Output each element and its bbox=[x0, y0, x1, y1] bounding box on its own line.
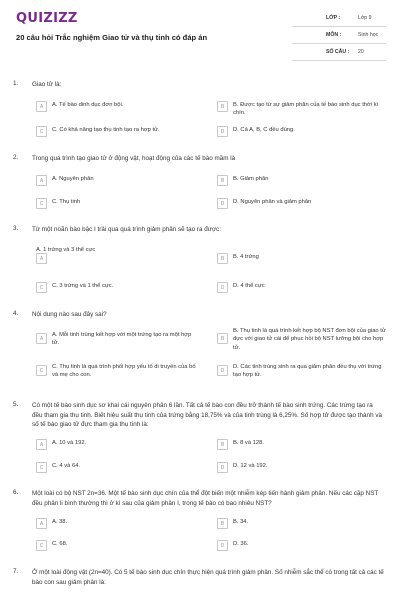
meta-label: MÔN : bbox=[326, 32, 342, 38]
option-c[interactable] bbox=[36, 363, 196, 383]
option-letter-box[interactable]: C bbox=[36, 126, 47, 137]
option-letter-box[interactable]: A bbox=[36, 101, 47, 112]
option-a[interactable] bbox=[36, 518, 196, 535]
meta-row-subject bbox=[292, 29, 386, 44]
option-text: D. Nguyên phân và giảm phân bbox=[233, 199, 312, 205]
question-number: 4. bbox=[13, 310, 19, 317]
option-text: A. 10 và 192. bbox=[52, 440, 87, 446]
option-c[interactable] bbox=[36, 126, 196, 143]
option-letter-box[interactable]: B bbox=[217, 518, 228, 529]
meta-value: 20 bbox=[358, 49, 364, 55]
option-d[interactable] bbox=[217, 363, 387, 383]
question-text: Từ một noãn bào bậc I trải qua quá trình giảm phân sẽ tạo ra được: bbox=[32, 226, 221, 233]
option-letter-box[interactable]: B bbox=[217, 175, 228, 186]
option-text: C. Thụ tinh là quá trình phối hợp yếu tố di truyền của bố và mẹ cho con. bbox=[52, 364, 196, 379]
option-d[interactable] bbox=[217, 198, 387, 215]
option-letter-box[interactable]: C bbox=[36, 462, 47, 473]
question-text: Một loài có bộ NST 2n=36. Một tế bào sinh dục chín của thể đột biến một nhiễm kép tiến hành giảm phân. Nếu các cặp NST đều phân li bình thường thì ở kì sau của giảm phân I, trong tế bào có bao nhiêu NST? bbox=[32, 490, 379, 507]
meta-label: LỚP : bbox=[326, 15, 341, 21]
option-text: D. 36. bbox=[233, 541, 249, 547]
option-text: C. 68. bbox=[52, 541, 68, 547]
option-c[interactable] bbox=[36, 462, 196, 479]
page-title: 20 câu hỏi Trắc nghiệm Giao tử và thụ tinh có đáp án bbox=[16, 33, 208, 42]
option-d[interactable] bbox=[217, 540, 387, 557]
worksheet-header bbox=[0, 0, 400, 68]
option-text: A. Nguyên phân bbox=[52, 176, 94, 182]
option-letter-box[interactable]: D bbox=[217, 540, 228, 551]
option-letter-box[interactable]: B bbox=[217, 333, 228, 344]
option-text: B. 8 và 128. bbox=[233, 440, 264, 446]
option-text: B. 4 trứng bbox=[233, 254, 259, 260]
question-text: Giao tử là: bbox=[32, 81, 62, 88]
option-letter-box[interactable]: A bbox=[36, 333, 47, 344]
option-letter-box[interactable]: D bbox=[217, 126, 228, 137]
option-text: C. Thụ tinh bbox=[52, 199, 81, 205]
option-text: A. Tế bào dinh dục đơn bội. bbox=[52, 102, 124, 108]
option-a[interactable] bbox=[36, 439, 196, 456]
option-letter-box[interactable]: A bbox=[36, 253, 47, 264]
question-number: 1. bbox=[13, 80, 19, 87]
option-b[interactable] bbox=[217, 327, 387, 355]
option-letter-box[interactable]: C bbox=[36, 198, 47, 209]
option-letter-box[interactable]: D bbox=[217, 282, 228, 293]
option-a[interactable] bbox=[36, 175, 196, 192]
option-d[interactable] bbox=[217, 282, 387, 299]
option-letter-box[interactable]: D bbox=[217, 365, 228, 376]
option-text: C. 3 trứng và 1 thể cực. bbox=[52, 283, 114, 289]
option-d[interactable] bbox=[217, 462, 387, 479]
option-text: A. Mỗi tinh trùng kết hợp với một trứng tạo ra một hợp tử. bbox=[52, 332, 192, 347]
option-letter-box[interactable]: A bbox=[36, 518, 47, 529]
option-letter-box[interactable]: A bbox=[36, 175, 47, 186]
option-letter-box[interactable]: C bbox=[36, 365, 47, 376]
option-letter-box[interactable]: C bbox=[36, 540, 47, 551]
option-text: B. Thụ tinh là quá trình kết hợp bộ NST đơn bội của giao tử đực với giao tử cái để phục hồi bộ NST lưỡng bội cho hợp tử. bbox=[233, 328, 386, 351]
option-letter-box[interactable]: A bbox=[36, 439, 47, 450]
meta-value: Sinh học bbox=[358, 32, 379, 38]
option-text: A. 1 trứng và 3 thể cực bbox=[36, 247, 96, 253]
question-text: Trong quá trình tạo giao tử ở động vật, hoạt động của các tế bào mầm là bbox=[32, 155, 236, 162]
option-text: B. Giảm phân bbox=[233, 176, 269, 182]
option-text: D. 4 thể cực bbox=[233, 283, 265, 289]
option-text: A. 38. bbox=[52, 519, 68, 525]
option-b[interactable] bbox=[217, 439, 387, 456]
question-number: 6. bbox=[13, 489, 19, 496]
option-text: B. Được tạo từ sự giảm phân của tế bào sinh dục thời kì chín. bbox=[233, 102, 379, 117]
option-text: D. Các tinh trùng sinh ra qua giảm phân đều thụ với trứng tạo hợp tử. bbox=[233, 364, 382, 379]
option-letter-box[interactable]: D bbox=[217, 462, 228, 473]
option-b[interactable] bbox=[217, 253, 387, 270]
option-a[interactable] bbox=[36, 331, 196, 355]
option-b[interactable] bbox=[217, 101, 387, 118]
option-letter-box[interactable]: C bbox=[36, 282, 47, 293]
question-number: 7. bbox=[13, 568, 19, 575]
meta-row-class bbox=[292, 12, 386, 27]
option-d[interactable] bbox=[217, 126, 387, 143]
question-text: Có một tế bào sinh dục sơ khai cái nguyên phân 6 lần. Tất cả tế bào con đều trở thành tế bào sinh trứng. Các trứng tạo ra đều tham gia thụ tinh. Biết hiệu suất thụ tinh của trứng bằng 18,75% và của tinh trùng là 6,25%. Số hợp tử được tạo thành và số tế bào giao tử đực tham gia thụ tinh là: bbox=[32, 402, 382, 428]
question-number: 5. bbox=[13, 401, 19, 408]
question-number: 3. bbox=[13, 225, 19, 232]
option-letter-box[interactable]: B bbox=[217, 253, 228, 264]
meta-label: SỐ CÂU : bbox=[326, 49, 350, 55]
question-text: Nội dung nào sau đây sai? bbox=[32, 311, 107, 318]
option-a[interactable] bbox=[36, 246, 196, 263]
option-text: B. 34. bbox=[233, 519, 249, 525]
meta-row-count bbox=[292, 46, 386, 61]
question-number: 2. bbox=[13, 154, 19, 161]
option-text: D. 12 và 192. bbox=[233, 463, 268, 469]
option-b[interactable] bbox=[217, 175, 387, 192]
option-letter-box[interactable]: B bbox=[217, 101, 228, 112]
quizizz-logo: QUIZIZZ bbox=[16, 11, 78, 26]
option-letter-box[interactable]: B bbox=[217, 439, 228, 450]
option-text: C. Có khả năng tạo thụ tinh tạo ra hợp tử. bbox=[52, 127, 160, 133]
option-a[interactable] bbox=[36, 101, 196, 118]
option-text: D. Cả A, B, C đều đúng. bbox=[233, 127, 295, 133]
worksheet-meta bbox=[292, 12, 386, 63]
option-b[interactable] bbox=[217, 518, 387, 535]
option-c[interactable] bbox=[36, 540, 196, 557]
option-text: C. 4 và 64. bbox=[52, 463, 81, 469]
question-text: Ở một loài động vật (2n=40). Có 5 tế bào sinh dục chín thực hiện quá trình giảm phân. Số nhiễm sắc thể có trong tất cả các tế bào con sau giảm phân là: bbox=[32, 569, 384, 586]
meta-value: Lớp 9 bbox=[358, 15, 372, 21]
option-c[interactable] bbox=[36, 198, 196, 215]
option-letter-box[interactable]: D bbox=[217, 198, 228, 209]
option-c[interactable] bbox=[36, 282, 196, 299]
